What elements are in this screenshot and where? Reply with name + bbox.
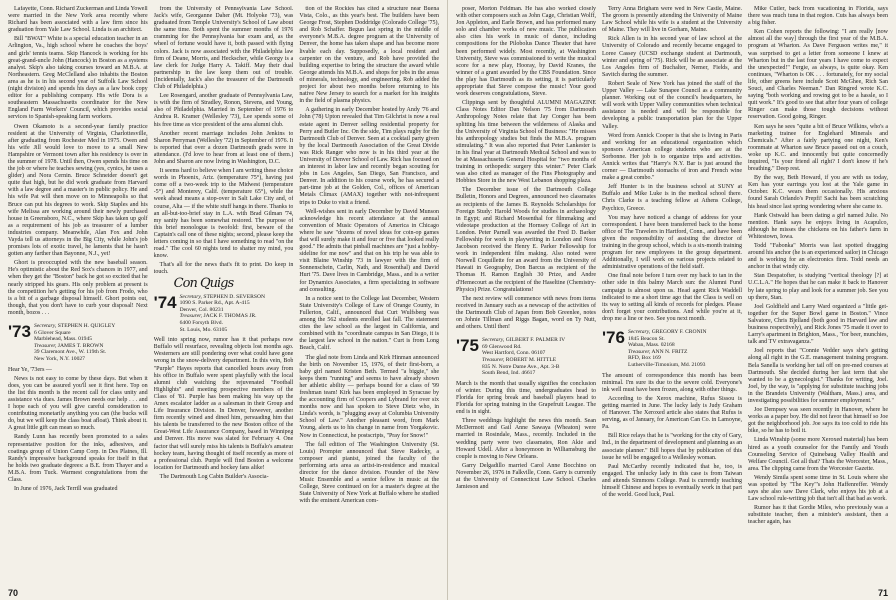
paragraph: Hank Ostwald has been dating a girl named Julie. No mention. Hank says he enjoys living in Acapulco, although he misses the chickens on his father's farm in Whitestown, Iowa. — [748, 212, 888, 240]
paragraph: By the way, Beth Howard, if you are with us today, Ken has your earrings you lost at the Yale game in October. K.C. wears them occasionally. His anxious found Sarah Orlando's Prepfi! Sachi has been scratching his head since last spring wondering where she came to. — [748, 175, 888, 210]
officer-line — [34, 323, 115, 330]
paragraph: News is not easy to come by these days. But when it does, you can be assured you'll see it first here. Top on the list this month is the recent call for class unity and assistance via dues. James Brown needs our help . . . and I hope each of you will give careful consideration to contributing monetarily anything you can (the bucks will do, but we will keep the class boat afloat). Think about it. A great little gift can mean so much. — [8, 375, 148, 432]
paragraph: Garry Delgadillo married Carol Anne Bocchino on November 26, 1976 in Falkville, Conn. Garry is currently at the University of Connecticut Law School. Charles Jamieson and — [456, 462, 596, 491]
paragraph: Owen Okamoto is a second-year family practice resident at the University of Virginia, Charlottesville, after graduating from Rochester Med in 1975. Owen and his wife Jill would love to move to a small New Hampshire or Vermont town after his residency is over in the summer of 1978. Until then, Owen spends his time on the job or where he teaches sewing (yes, cynics, he uses a glider) and Nora Cernin. Bruce Schneider doesn't get quite that high, but he did work graduate from Harvard with a law degree and a master's in public policy. He and his wife Pat will then move on to Minneapolis so that Bruce can put his degrees to work. Skip Staples and his wife Melissa are working around their newly purchased house in Greensboro, N.C., where Skip has taken up golf as a requirement of his job as treasurer of a lumber industries company. Meanwhile, Alan Fox and John Vayda tell us attorneys in the Big City, while John's job promises lots of exotic travel, he laments that he hasn't gotten any farther than Bayonne, N.J., yet! — [8, 123, 148, 258]
officer-address: 835 N. Notre Dame Ave., Apt. 3-B — [481, 363, 560, 370]
paragraph: The December issue of the Dartmouth College Bulletin, Honors and Degrees, announced two classmates as recipients of the James B. Reynolds Scholarships for Foreign Study: Harold Woods for studies in archaeology in Egypt; and Richard Mosenthal for filmmaking and videotape production at the Hornsey College of Art in London. Peter Parnell was awarded the Fred D. Barker Fellowship for work in playwriting in London and Nora Jacobson received the Henry E. Parker Fellowship for work in independent film making. Also noted were Norwell Coquillette for an award from the University of Hawaii in Geography, Don Barcus as recipient of the Thomas H. Ramon English 30 Prize, and Andre d'Hemecourt as the recipient of the Haseltine (Chemistry-Physics) Prize. Congratulations! — [456, 187, 596, 293]
officer-line — [180, 313, 265, 320]
officer-line — [34, 343, 115, 350]
paragraph: Hear Ye, '73ers — — [8, 366, 52, 373]
officer-line — [180, 294, 265, 301]
officer-address: Marblehead, Mass. 01945 — [33, 336, 93, 343]
right-col-1 — [456, 6, 596, 586]
paragraph: Rumor has it that Gordie Miles, who previously was a substitute teacher, then a minister's assistant, then a teacher again, has — [748, 505, 888, 526]
officer-line — [482, 337, 565, 344]
officer-role: Treasurer, — [179, 313, 203, 320]
officer-address: 69 Glenwood Rd. — [481, 343, 522, 350]
paragraph: Bill "BWAT" White is a special education teacher in an Arlington, Va., high school where he coaches the boys' and girls' tennis teams. Skip Hancock is working for his great-grand-uncle John (Hancock) in Boston as a systems analyst. Skip's also taking courses toward an M.B.A. at Northeastern. Greg McClelland also inhabits the Boston area as he is in his second year of Suffolk Law School (night division) and spends his days as a law book copy editor for a publishing company. His wife Dora is a southeastern Massachusetts coordinator for the New England Farm Workers' Council, which provides social services to Spanish-speaking farm workers. — [8, 36, 148, 121]
paragraph: It seems hard to believe when I am writing these choice words in Phoenix, Ariz. (temperature 75°), having just come off a two-week trip to the Midwest (temperature -5°) and Monterey, Calif. (temperature 65°), while the week ahead means a stop-over in Salt Lake City and, of course, Alta — if the white stuff hangs in there. Thanks to an all-but-too-brief stay in L.A. with Brad Gilman '74, my sanity has been somewhat restored. The purpose of this brief monologue is twofold: first, beware of the Captain's call one of these nights; second, please keep the letters coming in so that I have something to read "on the road." The cool 60 nights tend to shatter my mind, you know. — [153, 168, 294, 260]
officer-role: Secretary, — [481, 337, 505, 344]
class-year: '75 — [456, 336, 479, 356]
officer-name: ANN N. FRITZ — [651, 348, 688, 355]
left-col-3 — [299, 6, 439, 586]
paragraph: Three weddings highlight the news this month. Sean McDermott and Gail Anne Sawaya (Wheaton) were married in Rosindale, Mass., recently. Included in the wedding party were two classmates, Ron Akie and Howard Udell. After a honeymoon in Williamsburg the couple is moving to New Orleans. — [456, 418, 596, 460]
paragraph: Joel reports that "Connie Vedder says she's getting along all right in the G.E. management training program. Bela Sanella is working her tail off on pre-med courses at Dartmouth. She decided during her last term that she wanted to be a gynecologist." Thanks for writing, Joel. Joel, by the way, is "applying for substitute teaching jobs in the Brandeis University (Waltham, Mass.) area, and investigating possibilities for summer employment." — [748, 348, 888, 404]
officer-name: GREGORY F. CRONIN — [651, 329, 707, 336]
officer-name: STEPHEN H. QUIGLEY — [57, 323, 116, 330]
officer-address: 1845 Beacon St. — [627, 335, 665, 342]
paragraph: That's all for the news that's fit to print. Do keep in touch. — [153, 262, 294, 276]
paragraph: Robert Seale of New York has joined the staff of the Upper Valley — Lake Sunapee Council as a community planner. Working out of the council's headquarters, he will work with Upper Valley communities when technical assistance is needed and will be responsible for developing a public transportation plan for the Upper Valley. — [602, 80, 742, 130]
officer-address: Denver, Col. 80231 — [179, 306, 224, 313]
right-col-3 — [748, 6, 888, 586]
paragraph: Mike Cutler, back from vacationing in Florida, says there was much tuna in that region. Cuts has always been a big fisher. — [748, 6, 888, 27]
left-col-2 — [154, 6, 294, 586]
paragraph: Another recent marriage includes John Jenkins to Sharon Perryman (Wellesley '72) in September of 1976. It is reported that over a dozen Dartmouth grads were in attendance. (I'd love to hear from at least one of them.) John and Sharon are now living in Washington, D.C. — [153, 130, 294, 165]
class-year: '73 — [8, 322, 31, 342]
officer-role: Treasurer, — [481, 357, 505, 363]
class-heading-block — [154, 294, 294, 334]
officer-address: 39 Claremont Ave., W. 119th St. — [33, 349, 107, 356]
paragraph: The glad note from Linda and Kirk Hinman announced the birth on November 15, 1976, of their first-born, a baby girl named Kristen Beth. Termed "a biggie," she keeps them "running" and seems to have already shown her athletic ability — perhaps bound for a class of '99 freshman team! Kirk has been employed in Syracuse by the accounting firm of Coopers and Lybrand for over six months now and has spoken to Steve Dietz who, in Linda's words, is "plugging away at Columbia University School of Law." Another pleasant word, from Mark Young, alerts us to his change in name from Yorgakovic. Now in Connecticut, he postscripts, "Pray for Snow!" — [299, 354, 440, 439]
paragraph: Wendy Simila spent some time in St. Louis where she was spotted by "The Key"'s John Haffenreffer. Wendy says she also saw Dave Clark, who enjoys his job at a Law school rule-writing job that isn't all that bad as work. — [748, 474, 888, 503]
paragraph: Paul McCarthy recently indicated that he, too, is engaged. The unlucky lady in this case is from Taiwan and attends Simmons College. Paul is currently teaching himself Chinese and hopes to eventually work in that part of the world. Good luck, Paul. — [602, 463, 742, 499]
paragraph: Joel Goldfield and Larry Ward organized a "little get-together for the Super Bowl game in Boston." Vince Salvatore, Chris Bjelland (both good in Harvard law and business respectively), and Rick Jones '75 made it over to Larry's apartment in Brighton, Mass., "for beer, munchies, talk and TV extravaganza." — [748, 303, 888, 346]
officer-address: RFD, Box 169 — [627, 355, 661, 362]
officer-role: Secretary, — [627, 329, 651, 336]
officer-address: Lutherville-Timonium, Md. 21093 — [627, 362, 706, 368]
class-officers — [482, 337, 565, 377]
paragraph: Well into spring now, rumor has it that perhaps now Buffalo will resurface, revealing objects lost months ago. Westerners are still pondering over what could have gone wrong in the snow-delivery department. In this vein, Bob "Purple" Hayes reports that cancelled hours away from his office in Buffalo were spent playfully with the local alumni club watching the rejuvenated "Football Highlights" and meeting prospective members of the Class of '81. Purple has been making his way up the Amex escalator ladder as a salesman in their Group and Life Insurance Division. In Denver, however, another firm recently wined and dined him, persuading him that his talents be transferred to the new Boston office of the Great-West Life Assurance Company, based in Winnipeg and Denver. His move was slated for February 4. One factor that will surely miss his talents is Buffalo's amateur hockey team, having thought of itself recently as more of a professional club. Purple will find Boston a welcome location for Dartmouth and hockey fans alike! — [153, 337, 294, 471]
signature: Con Quigs — [173, 276, 234, 292]
class-year: '74 — [153, 292, 177, 312]
paragraph: Stan Despatofter, is studying "vertical theology [?] at U.C.L.A." He hopes that he can make it back to Hanover by late spring to play and look for a summer job. See you up there, Stan. — [748, 273, 888, 301]
officer-role: Treasurer, — [627, 348, 651, 355]
paragraph: Jeff Hunter is in the business school at SUNY at Buffalo and Mike Luke is in the medical school there. Chris Clarke is a teaching fellow at Athens College, Psychico, Greece. — [602, 184, 742, 212]
paragraph: Terry Anna Brigham were wed in New Castle, Maine. The groom is presently attending the University of Maine Law School while his wife is a student at the University of Maine. They will live in Gorham, Maine. — [602, 6, 742, 34]
paragraph: In June of 1976, Jack Terrill was graduated — [14, 486, 118, 493]
officer-role: Treasurer, — [33, 342, 57, 349]
officer-address: West Hartford, Conn. 06107 — [481, 350, 546, 357]
officer-name: JAMES T. BROWN — [57, 342, 104, 349]
officer-name: STEPHEN D. SEVERSON — [203, 293, 266, 300]
paragraph: Randy Lunn has recently been promoted to a sales representative position for the inks, adhesives, and coatings group of Union Camp Corp. in Des Plaines, Ill. Randy's impressive background speaks for itself in that he holds two graduate degrees: a B.E. from Thayer and a M.B.A. from Tuck. Warmest congratulations from the Class. — [8, 434, 148, 483]
paragraph: Bill Rice relays that he is "working for the city of Gary, Ind., in the department of development and planning as an associate planner." Bill hopes that by publication of this issue he will be engaged to a Wellesley woman. — [602, 433, 742, 461]
class-heading-block — [8, 323, 148, 363]
paragraph: Well-wishes sent in early December by David Munson acknowledge his recent attendance at the annual convention of Music Operators of America in Chicago where he saw "dozens of novel ideas for coin-op games that will surely make it and four or five that looked really good." He admits that pinball machines are "just a hobby-sideline for me now" and that on his trip he was able to visit Blaine Winship '73 in lawyer with the firm of Sonnenschein, Carlin, Nath, and Rosenthal) and David Hurt '75. Dave lives in Cambridge, Mass., and is a writer for Dynamics Associates, a firm specializing in software and consulting. — [299, 208, 440, 293]
paragraph: tion of the Rockies has cited a structure near Buena Vista, Colo., as this year's best. The builders have been George Frost, Stephen Doddridge (Colorado College '75), and Rob Schaffer. Begun last spring in the middle of everyone's M.B.A. degree program at the University of Denver, the home has taken shape and has become more livable each day. Supposedly, a local resident and carpenter on the venture, and Rob have provided the building expertise to bring the structure the award while George attends his M.B.A. and shops for jobs in the areas of minerals, technology, and engineering. Rob added the project for about two months before returning to his native New Jersey to search for a market for his insights in the field of plasma physics. — [299, 6, 440, 105]
paragraph: Ghort is preoccupied with the new baseball season. He's optimistic about the Red Sox's chances in 1977, and when they get the "Boston" back he got so excited that he nearly stripped his gears. His only problem at present is the competition he's getting for his job from Frodo, who is a bit of a garbage disposal himself. Ghort points out, though, that you don't have to curb your disposal! Next month, bozos . . . — [8, 260, 148, 316]
officer-role: Secretary, — [33, 323, 57, 330]
officer-address: South Bend, Ind. 46617 — [481, 370, 536, 377]
officer-address: 6400 Forsyth Blvd. — [179, 319, 223, 326]
officer-name: JACK F. THOMAS JR. — [203, 313, 257, 320]
officer-address: 6 Glover Square — [33, 329, 71, 336]
officer-line — [628, 349, 707, 356]
officer-address: St. Louis, Mo. 63105 — [179, 326, 228, 333]
paragraph: from the University of Pennsylvania Law School. Jack's wife, Georganne Daher (Mt. Holyoke '73), was graduated from Temple University's School of Law about the same time. Both spent the summer months of 1976 cramming for the Pennsylvania bar exam and, as the wheel of fortune would have it, both passed with flying colors. Jack is now associated with the Philadelphia law firm of Deane, Morris, and Heckscher, while Georgy is a law clerk for Judge Harry A. Takiff. May their dual partnership in the law keep them out of trouble. (Incidentally, Jack's also the treasurer of the Dartmouth Club of Philadelphia.) — [153, 6, 294, 91]
class-heading-block — [602, 329, 742, 369]
paragraph: Lafayette, Conn. Richard Zuckerman and Linda Yowell were married in the New York area recently where Richard has been associated with a law firm since his graduation from Yale Law School. Linda is an architect. — [8, 6, 148, 34]
paragraph: poser, Morton Feldman. He has also worked closely with other composers such as John Cage, Christian Wolff, Jon Appleton, and Earle Brown, and has performed many solo and chamber works of new music. The publication also cites his work in music of dance, including compositions for the Pilobolus Dance Theater that have been performed widely. Most recently, at Washington University, Steve was commissioned to write the musical score for a new play, Hooray, by David Kranes, the winner of a grant awarded by the CBS Foundation. Since the play has Dartmouth as its setting, it is particularly appropriate that Steve compose the music! Your good work deserves congratulations, Steve. — [456, 6, 596, 98]
paragraph: Linda Winship (some more Xeroxed material) has been hired as a youth counselor for the Family and Youth Counseling Service of Quinebaug Valley Health and Welfare Council. Got all that? Thats the Worcester, Mass., area. The clipping came from the Worcester Gazette. — [748, 437, 888, 472]
paragraph: A gathering in early December hosted by Andy '76 and John ('78) Upton revealed that Tim Gilchrist is now a real estate agent in Denver selling residential property for Perry and Butler Inc. On the side, Tim plays rugby for the Dartmouth Club of Denver. Seen at a cocktail party given by the local Dartmouth Association of the Great Divide was Rick Ranger who now is in his third year at the University of Denver School of Law. Rick has focused on an interest in labor law and recently began scouting for jobs in Los Angeles, San Diego, San Francisco, and Denver. In addition to his course work, he has secured a part-time job at the Golden, Col., offices of American Metals Climax (AMAX) together with not-infrequent trips to Duke to visit a friend. — [299, 107, 440, 206]
officer-address: Waban, Mass. 02168 — [627, 342, 675, 349]
paragraph: According to the Xerox machine, Rufus Sissou is getting married in June. The lucky lady is Judy Graham of Hanover. The Xeroxed article also states that Rufus is serving, as of January, for American Can Co. in Lamoyne, Pa. — [602, 395, 742, 431]
officer-name: GILBERT F. PALMER IV — [505, 337, 566, 344]
paragraph: The Dartmouth Log Cabin Builder's Associa- — [159, 473, 269, 480]
right-col-2 — [602, 6, 742, 586]
officer-role: Secretary, — [179, 293, 202, 300]
class-year: '76 — [602, 328, 625, 348]
paragraph: Clippings sent by thoughtful ALUMNI MAGAZINE Class Notes Editor Dan Nelson '75 from Dartmouth Anthropology Notes relate that Jay Conger has been splitting his time between the wilderness of Alaska and the University of Virginia School of Business: "He misses his anthropology studies but finds the M.B.A. program stimulating." It was also reported that Peter Lankester is in his final year at Dartmouth Medical School and was to be at Massachusetts General Hospital for "two months of training in orthopedic surgery this winter." Peter Clark was also cited as manager of the Fins Photography and Hobbies Store in the new West Lebanon shopping plaza. — [456, 100, 596, 185]
right-page — [448, 0, 896, 600]
class-officers — [180, 294, 265, 334]
paragraph: Word from Annick Cooper is that she is living in Paris and working for an educational organization which sponsors American college students who are at the Sorbonne. Her job is to organize trips and activities. Annick writes that "Harry's N.Y. Bar is just around the corner — Dartmouth stomachs of iron and French wine make a great combo." — [602, 132, 742, 182]
officer-address: 1090 S. Parker Rd., Apt. A-415 — [179, 300, 250, 307]
paragraph: You may have noticed a change of address for your correspondent. I have been transferred back to the home office of The Travelers in Hartford, Conn., and have been given the responsibility of assisting the director of training in the group school, which is a six-month training program for new employees in the group department. Additionally, I will work on various projects related to administrative operations of the field staff. — [602, 214, 742, 271]
page-number-left: 70 — [8, 588, 19, 598]
paragraph: One final note before I turn over my back to tan in the other side in this balmy March sun: the Alumni Fund campaign is almost upon us. Head agent Rick Waddell indicated to me a short time ago that the Class is well on its way to setting all kinds of records for pledges. Please don't forget your contributions. And while you're at it, drop me a line or two. See you next month. — [602, 273, 742, 322]
paragraph: Ken Cohen reports the following: "I am really [now almost all the way] through the first year of the M.B.A. program at Wharton. As Dave Ferguson writes me," it was surprised to get a letter from someone I knew at Wharton but in the last four years I have come to expect the unexpected!" Fergie, as always, is quite okay. Ken continues, "Wharton is OK . . . fortunately, for my social life, other greens here include Scott McGhee, Rich San Souci, and Charles Neeman." Dan Ringred wrote K.C. saying "both working and rowing got to be a hassle, so I quit work." It's good to see that after four years of college Ringer can make those tough decisions without reservation. Good going, Ringer. — [748, 29, 888, 121]
paragraph: March is the month that usually signifies the conclusion of winter. During this time, undergraduates head to Florida for spring break and baseball players head to Florida for spring training in the Grapefruit League. The end is in sight. — [456, 380, 596, 416]
paragraph: The next review will commence with news from items received in January such as a newscap of the activities of the Dartmouth Club of Japan from Bob Greenlee, notes on Johnie Tillman and Riggs Bagan, word on Ty Nutt, and others. Until then! — [456, 295, 596, 331]
page-number-right: 71 — [877, 588, 888, 598]
paragraph: Lee Rosengard, another graduate of Pennsylvania Law, is with the firm of Stradley, Ronon, Stevens, and Young, also of Philadelphia. Married in September of 1976 to Andrea R. Kramer (Wellesley '73), Lee spends some of his free time as vice president of the area alumni club. — [153, 93, 294, 128]
left-col-1 — [8, 6, 148, 586]
class-officers — [34, 323, 115, 363]
paragraph: Joe Dempsey was seen recently in Hanover, where he works as a paper boy. He did not favor that himself so Joe got the neighborhood job. Joe says its too cold to ride his bike, so he has to boil it. — [748, 407, 888, 435]
officer-address: New York, N.Y. 10027 — [33, 356, 85, 362]
class-officers — [628, 329, 707, 369]
officer-name: ROBERT M. HITTLE — [505, 357, 557, 363]
paragraph: Todd "Fabonka" Morris was last spotted dragging around his anchor (he is an experienced sailor) in Chicago and is working for an electronics firm. Todd needs an anchor in that windy city. — [748, 243, 888, 271]
paragraph: The fall edition of The Washington University (St. Louis) Prompter announced that Steve Radecky, a composer and pianist, joined the faculty of the performing arts area as artist-in-residence and musical director for the dance division. Founder of the New Music Ensemble and a senior fellow in music at the College, Steve continued on for a master's degree at the State University of New York at Buffalo where he studied with the eminent American com- — [299, 441, 440, 505]
paragraph: Rick Allen is in his second year of law school at the University of Colorado and recently became engaged to Loree Cassey (UCSD exchange student at Dartmouth, winter and spring of '75). Rick will be an associate at the Los Angeles firm of Buchalter, Nemer, Fields, and Savitch during the summer. — [602, 36, 742, 78]
paragraph: Ken says he sees "quite a bit of Bruce Wilkins, who's a marketing trainee for Englehard Minerals and Chemicals." After a fairly partying one night, Ken's roommate at Wharton saw Bruce passed out on a couch, woke up K.C. and innocently but quite concernedly inquired, "Is your friend all right? I don't know if he's breathing." Deep rest. — [748, 123, 888, 173]
class-heading-block — [456, 337, 596, 377]
officer-line — [482, 357, 565, 364]
paragraph: In a notice sent to the College last December, Western State University's College of Law of Orange County, in Fullerton, Calif., announced that Curt Wulfsberg was among the 562 students enrolled last fall. The statement cites the law school as the largest in California, and combined with its "coordinate campus in San Diego, it is the largest law school in the nation." Curt is from Long Beach, Calif. — [299, 295, 440, 352]
officer-line — [628, 329, 707, 336]
paragraph: The amount of correspondence this month has been minimal. I'm sure its due to the severe cold. Everyone's ink well must have been frozen, along with other things. — [602, 372, 742, 393]
